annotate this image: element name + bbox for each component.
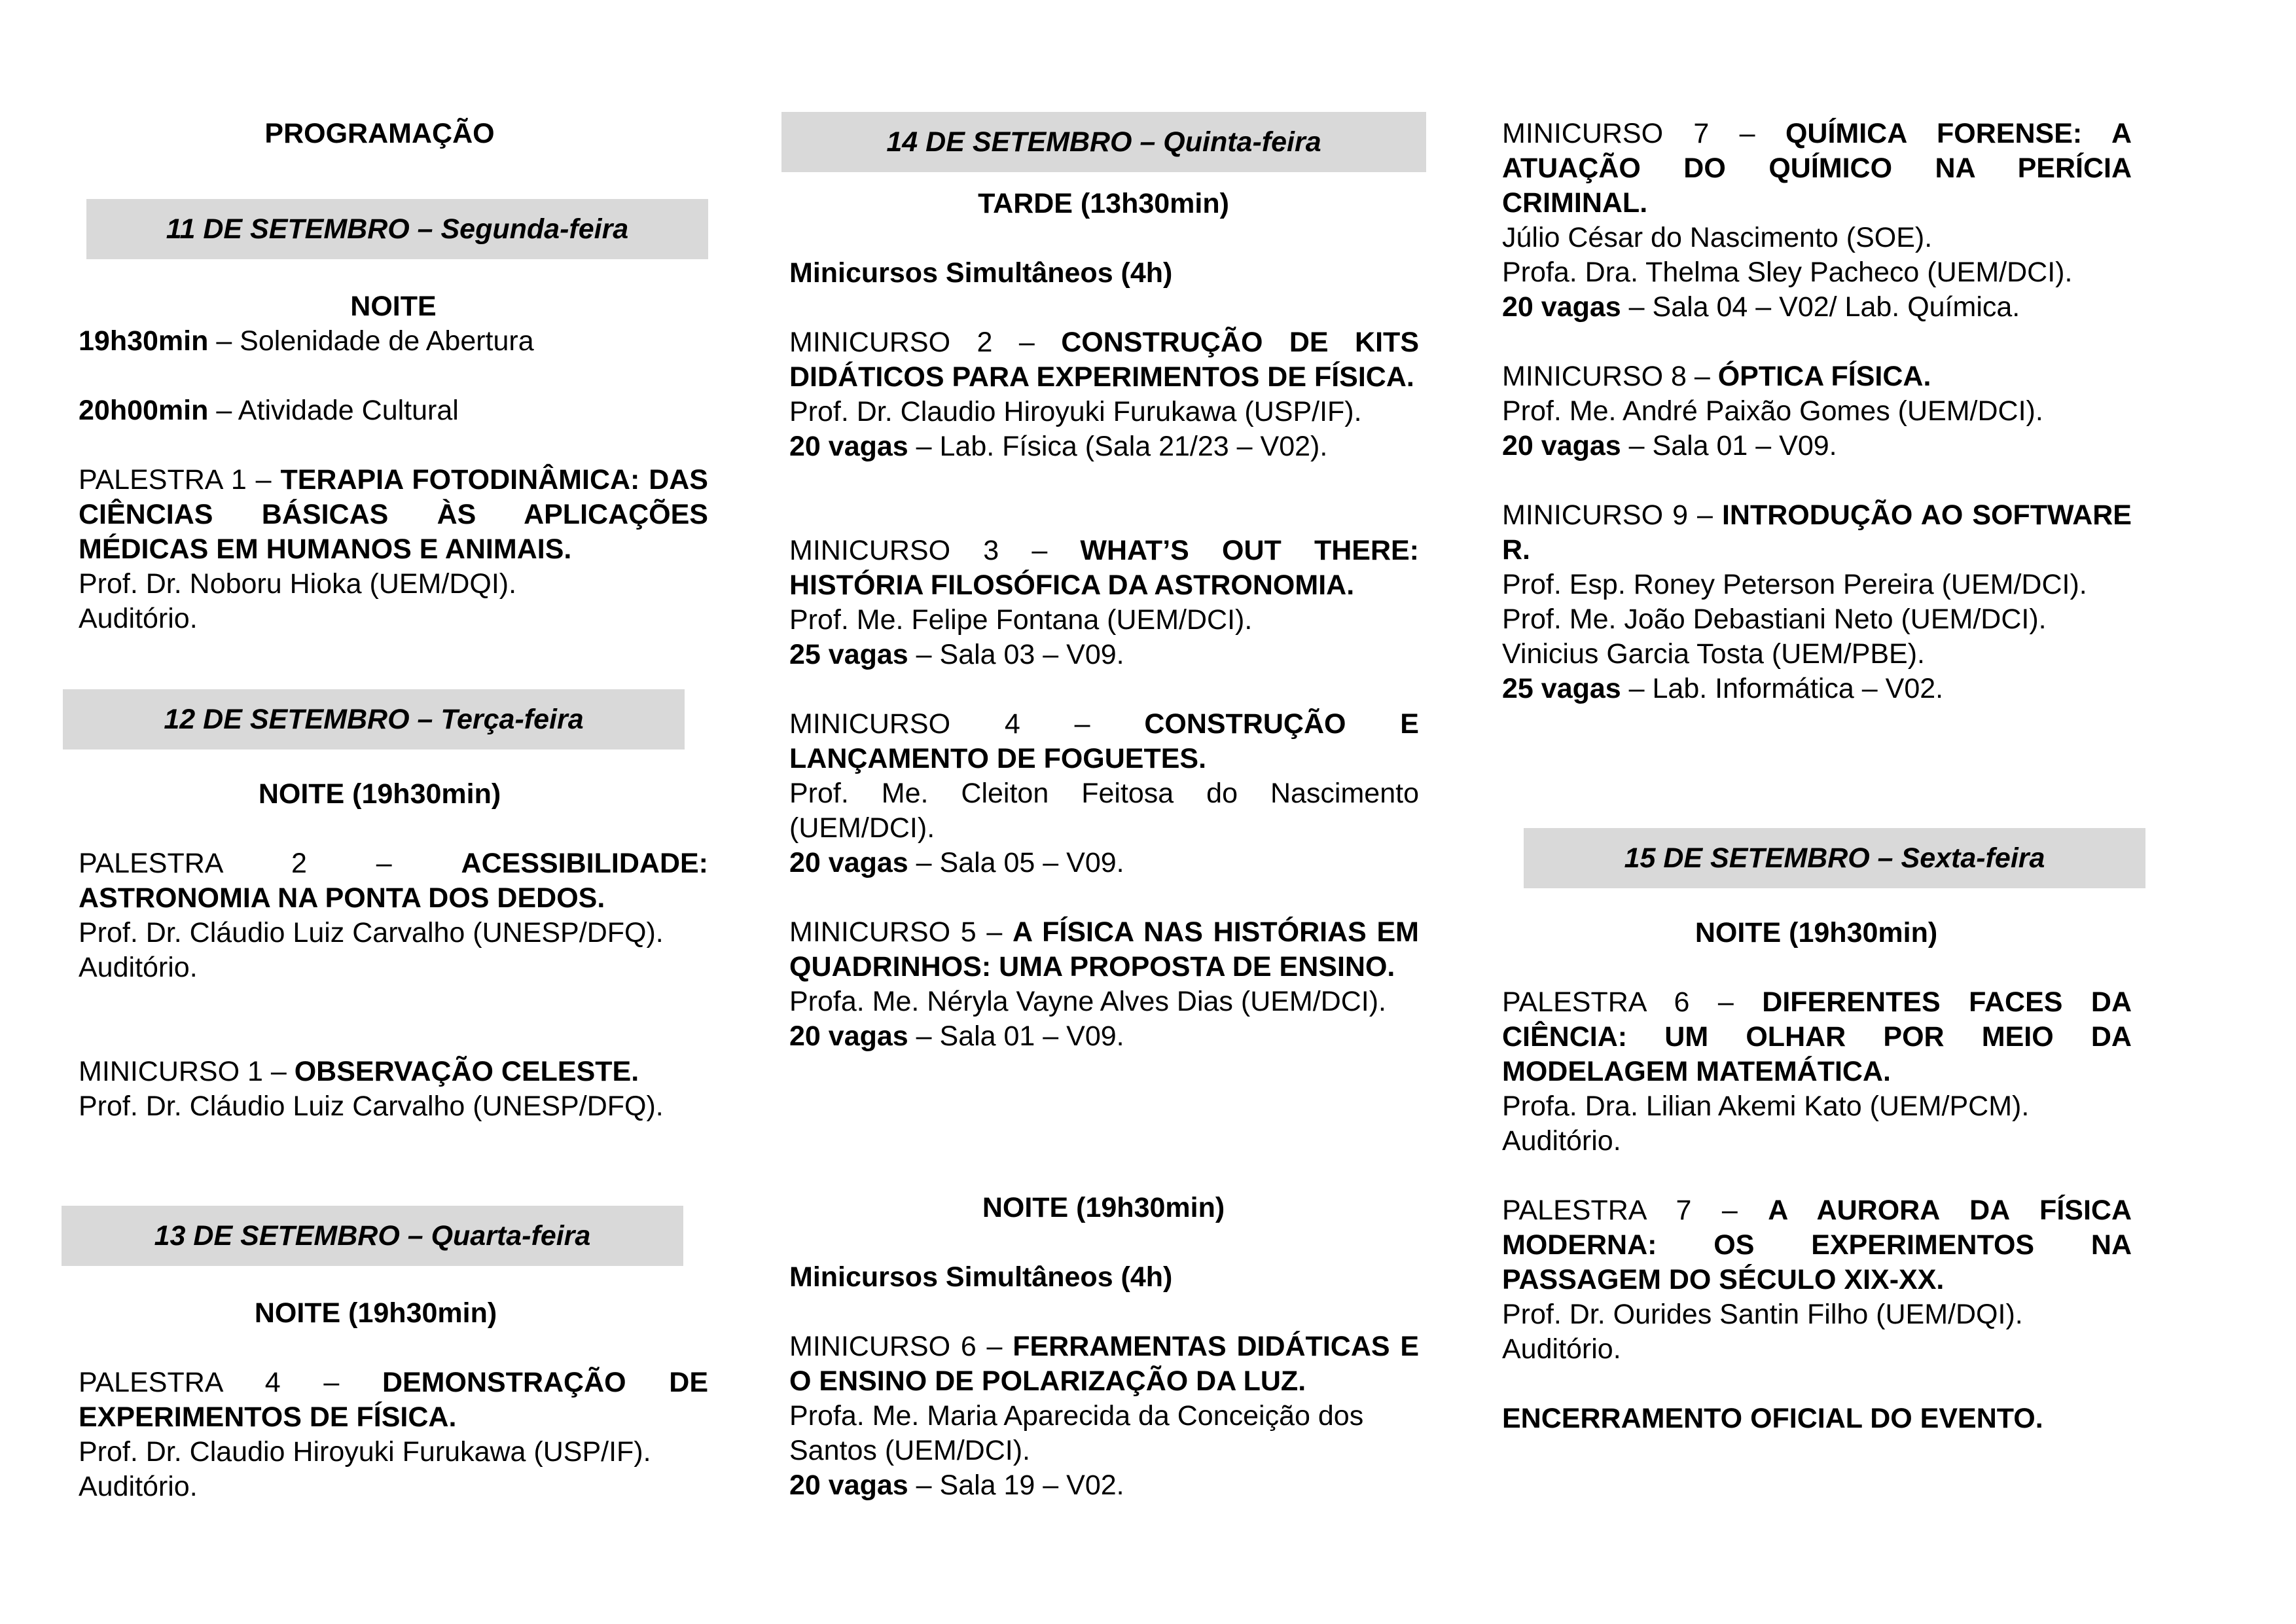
course-room: 20 vagas – Sala 05 – V09. <box>789 847 1124 878</box>
course-title: MINICURSO 1 – OBSERVAÇÃO CELESTE. <box>79 1056 639 1087</box>
course-room: 25 vagas – Sala 03 – V09. <box>789 639 1124 670</box>
closing-text: ENCERRAMENTO OFICIAL DO EVENTO. <box>1502 1403 2043 1434</box>
lecture-6 <box>1502 985 2132 1159</box>
lecture-place: Auditório. <box>79 603 198 634</box>
date-header-14-sep: 14 DE SETEMBRO – Quinta-feira <box>781 112 1426 172</box>
minicourse-8 <box>1502 359 2132 463</box>
course-room: 20 vagas – Sala 01 – V09. <box>789 1020 1124 1052</box>
date-header-13-sep: 13 DE SETEMBRO – Quarta-feira <box>62 1206 683 1266</box>
period-label: NOITE (19h30min) <box>258 778 501 810</box>
course-speaker: Profa. Dra. Thelma Sley Pacheco (UEM/DCI). <box>1502 257 2073 288</box>
course-title: MINICURSO 5 – A FÍSICA NAS HISTÓRIAS EM QUADRINHOS: UMA PROPOSTA DE ENSINO. <box>789 916 1419 983</box>
lecture-1 <box>79 463 708 636</box>
course-speaker: Prof. Me. Cleiton Feitosa do Nascimento (UEM/DCI). <box>789 778 1419 844</box>
period-label: NOITE (19h30min) <box>254 1297 497 1329</box>
period-label: NOITE <box>350 291 437 322</box>
page-title: PROGRAMAÇÃO <box>264 118 495 149</box>
course-title: MINICURSO 3 – WHAT’S OUT THERE: HISTÓRIA FILOSÓFICA DA ASTRONOMIA. <box>789 535 1419 601</box>
item-time: 20h00min <box>79 395 209 426</box>
lecture-speaker: Prof. Dr. Noboru Hioka (UEM/DQI). <box>79 568 517 600</box>
course-speaker: Prof. Me. André Paixão Gomes (UEM/DCI). <box>1502 395 2043 427</box>
item-time: 19h30min <box>79 325 209 357</box>
course-speaker: Prof. Dr. Claudio Hiroyuki Furukawa (USP/IF). <box>789 396 1362 427</box>
minicourse-2 <box>789 325 1419 464</box>
period-label: TARDE (13h30min) <box>978 188 1229 219</box>
period-label: NOITE (19h30min) <box>982 1192 1225 1223</box>
lecture-speaker: Prof. Dr. Ourides Santin Filho (UEM/DQI). <box>1502 1299 2023 1330</box>
course-speaker: Júlio César do Nascimento (SOE). <box>1502 222 1933 253</box>
course-room: 20 vagas – Sala 01 – V09. <box>1502 430 1837 461</box>
lecture-speaker: Prof. Dr. Cláudio Luiz Carvalho (UNESP/DFQ). <box>79 917 664 948</box>
lecture-place: Auditório. <box>1502 1333 1621 1365</box>
course-speaker: Prof. Me. Felipe Fontana (UEM/DCI). <box>789 604 1253 636</box>
course-room: 25 vagas – Lab. Informática – V02. <box>1502 673 1944 704</box>
lecture-title: PALESTRA 7 – A AURORA DA FÍSICA MODERNA: OS EXPERIMENTOS NA PASSAGEM DO SÉCULO XIX-XX. <box>1502 1195 2132 1295</box>
item-text: – Solenidade de Abertura <box>208 325 534 357</box>
lecture-place: Auditório. <box>79 1471 198 1502</box>
date-header-12-sep: 12 DE SETEMBRO – Terça-feira <box>63 689 685 749</box>
lecture-title: PALESTRA 2 – ACESSIBILIDADE: ASTRONOMIA NA PONTA DOS DEDOS. <box>79 848 708 914</box>
simultaneous-label: Minicursos Simultâneos (4h) <box>789 257 1173 289</box>
lecture-speaker: Prof. Dr. Claudio Hiroyuki Furukawa (USP/IF). <box>79 1436 651 1468</box>
course-title: MINICURSO 2 – CONSTRUÇÃO DE KITS DIDÁTICOS PARA EXPERIMENTOS DE FÍSICA. <box>789 327 1419 393</box>
lecture-place: Auditório. <box>79 952 198 983</box>
schedule-item <box>79 324 708 359</box>
course-title: MINICURSO 6 – FERRAMENTAS DIDÁTICAS E O ENSINO DE POLARIZAÇÃO DA LUZ. <box>789 1331 1419 1397</box>
lecture-speaker: Profa. Dra. Lilian Akemi Kato (UEM/PCM). <box>1502 1091 2030 1122</box>
course-speaker: Profa. Me. Maria Aparecida da Conceição dos Santos (UEM/DCI). <box>789 1400 1364 1466</box>
minicourse-3 <box>789 533 1419 672</box>
lecture-place: Auditório. <box>1502 1125 1621 1157</box>
course-title: MINICURSO 9 – INTRODUÇÃO AO SOFTWARE R. <box>1502 499 2132 566</box>
simultaneous-label: Minicursos Simultâneos (4h) <box>789 1261 1173 1293</box>
course-room: 20 vagas – Sala 19 – V02. <box>789 1470 1124 1501</box>
minicourse-5 <box>789 915 1419 1054</box>
course-room: 20 vagas – Lab. Física (Sala 21/23 – V02). <box>789 431 1328 462</box>
minicourse-7 <box>1502 117 2132 325</box>
lecture-7 <box>1502 1193 2132 1367</box>
lecture-title: PALESTRA 4 – DEMONSTRAÇÃO DE EXPERIMENTOS DE FÍSICA. <box>79 1367 709 1433</box>
minicourse-1 <box>79 1055 708 1124</box>
period-label: NOITE (19h30min) <box>1695 917 1938 948</box>
course-room: 20 vagas – Sala 04 – V02/ Lab. Química. <box>1502 291 2020 323</box>
item-text: – Atividade Cultural <box>208 395 459 426</box>
course-title: MINICURSO 7 – QUÍMICA FORENSE: A ATUAÇÃO DO QUÍMICO NA PERÍCIA CRIMINAL. <box>1502 118 2132 219</box>
minicourse-4 <box>789 707 1419 880</box>
date-header-15-sep: 15 DE SETEMBRO – Sexta-feira <box>1524 828 2145 888</box>
lecture-title: PALESTRA 6 – DIFERENTES FACES DA CIÊNCIA: UM OLHAR POR MEIO DA MODELAGEM MATEMÁTICA. <box>1502 986 2132 1087</box>
lecture-2 <box>79 846 708 985</box>
course-title: MINICURSO 8 – ÓPTICA FÍSICA. <box>1502 361 1931 392</box>
minicourse-9 <box>1502 498 2132 706</box>
course-speaker: Prof. Dr. Cláudio Luiz Carvalho (UNESP/DFQ). <box>79 1091 664 1122</box>
date-header-11-sep: 11 DE SETEMBRO – Segunda-feira <box>86 199 708 259</box>
course-speaker: Vinicius Garcia Tosta (UEM/PBE). <box>1502 638 1926 670</box>
schedule-item <box>79 393 708 428</box>
course-speaker: Profa. Me. Néryla Vayne Alves Dias (UEM/DCI). <box>789 986 1387 1017</box>
course-title: MINICURSO 4 – CONSTRUÇÃO E LANÇAMENTO DE FOGUETES. <box>789 708 1419 774</box>
lecture-title: PALESTRA 1 – TERAPIA FOTODINÂMICA: DAS CIÊNCIAS BÁSICAS ÀS APLICAÇÕES MÉDICAS EM HUMANOS E ANIMAIS. <box>79 464 708 565</box>
lecture-4 <box>79 1365 708 1504</box>
course-speaker: Prof. Me. João Debastiani Neto (UEM/DCI). <box>1502 604 2047 635</box>
course-speaker: Prof. Esp. Roney Peterson Pereira (UEM/DCI). <box>1502 569 2087 600</box>
minicourse-6 <box>789 1329 1419 1503</box>
